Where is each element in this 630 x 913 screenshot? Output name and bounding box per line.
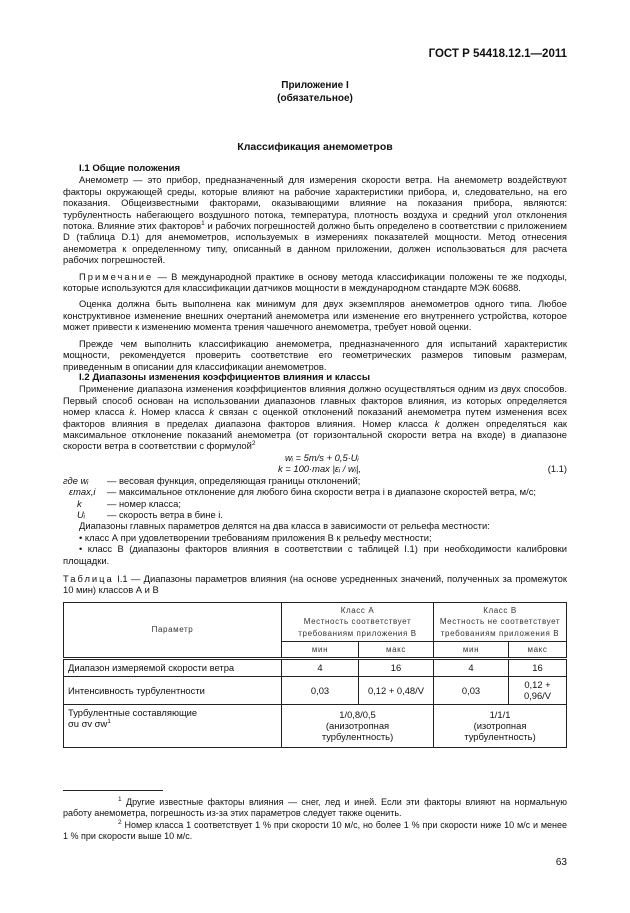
class-a-header [282,602,434,641]
page-number: 63 [555,857,567,868]
paragraph: Диапазоны главных параметров делятся на два класса в зависимости от рельефа местности: [79,520,490,532]
formula-legend [63,475,567,521]
class-a-title: Класс А [340,605,375,615]
legend-description: — максимальное отклонение для любого бина скорости ветра i в диапазоне скоростей ветра, м/с; [107,486,537,498]
parameters-table [63,602,567,748]
value-cell: 4 [434,659,509,676]
heading-general: I.1 Общие положения [79,163,181,174]
text-segment: связан с оценкой отклонений показаний анемометра путем изменения всех факторов влияния в пределах диапазона факторов влияния. Номер класса [63,406,567,429]
value-line: турбулентность) [464,731,536,743]
value-cell: 16 [509,659,567,676]
class-b-header [434,602,567,641]
legend-symbol: где wᵢ [63,474,89,486]
footnote-text: Номер класса 1 соответствует 1 % при скорости 10 м/с, но более 1 % при скорости ниже 10 м/с и менее 1 % при скорости выше 10 м/с. [63,820,567,841]
param-symbols [68,718,277,729]
table-caption-text: I.1 — Диапазоны параметров влияния (на основе усредненных значений, полученных за промежуток 10 мин) классов А и В [63,573,567,596]
text-segment: k [129,406,134,418]
formula-line-1: wᵢ = 5m/s + 0,5·Uᵢ [285,451,359,463]
formula-number: (1.1) [547,462,567,474]
footnote [63,820,567,842]
document-id: ГОСТ Р 54418.12.1—2011 [428,48,567,60]
footnote-divider [63,790,163,791]
class-a-desc: Местность соответствует [303,617,412,627]
footnote-ref: 2 [251,440,256,448]
legend-symbol: k [77,497,82,509]
footnote-number: 2 [118,819,122,826]
table-caption [63,573,567,596]
class-b-desc: Местность не соответствует [439,617,561,627]
param-cell: Интенсивность турбулентности [64,676,282,704]
paragraph [63,174,567,265]
table-label: Таблица [63,573,114,584]
subheader: мин [282,642,359,659]
value-cell: 0,03 [434,676,509,704]
legend-description: — весовая функция, определяющая границы отклонений; [107,474,361,486]
subheader: мин [434,642,509,659]
paragraph: Прежде чем выполнить классификацию анемометра, предназначенного для испытаний характеристик мощности, рекомендуется проверить соответствие его геометрических размеров типовым размерам, приведенным в описании для классификации анемометров. [63,337,567,372]
value-line: турбулентность) [321,731,394,743]
value-cell: 0,12 + 0,48/V [359,676,434,704]
paragraph [63,383,567,451]
subheader: макс [359,642,434,659]
bullet-item: • класс А при удовлетворении требованиям приложения В к рельефу местности; [79,531,432,543]
paragraph: Оценка должна быть выполнена как минимум для двух экземпляров анемометров одного типа. Любое конструктивное изменение внешних очертаний анемометра или изменение его внутреннего устройства, которое может привести к изменению момента трения чашечного анемометра, требует новой оценки. [63,298,567,333]
value-line: (изотропная [473,719,527,731]
value-cell [434,704,567,747]
sigma-symbols: σu σv σw [68,718,108,730]
table-header-row [64,602,567,641]
text-segment: должен определяться как максимальное отклонение показаний анемометра (от горизонтальной скорости ветра на входе) в диапазоне скорости ветра в соответствии с формулой [63,417,568,452]
value-cell: 0,12 + 0,96/V [509,676,567,704]
formula [63,452,567,475]
footnotes [63,797,567,843]
class-b-desc: требованиям приложения В [440,628,560,638]
appendix-title: Приложение I [281,80,349,91]
subheader: макс [509,642,567,659]
formula-line-2: k = 100·max |εᵢ / wᵢ|, [278,462,361,474]
legend-symbol: εmax,i [69,486,96,498]
legend-description: — номер класса; [107,497,181,509]
legend-description: — скорость ветра в бине i. [107,508,223,520]
table-row [64,704,567,747]
value-cell: 0,03 [282,676,359,704]
value-line: (анизотропная [325,719,390,731]
param-cell [64,704,282,747]
section-title: Классификация анемометров [237,141,393,153]
text-segment: Анемометр — это прибор, предназначенный для измерения скорости ветра. На анемометр воздействуют факторы окружающей среды, которые влияют на рабочие характеристики прибора, и, следовательно, на его показания. Общеизвестными факторами, оказывающими влияние на показания прибора, являются: турбулентность набегающего воздушного потока, температура, плотность воздуха и средний угол отклонения потока. Влияние этих факторов [63,174,567,232]
heading-ranges: I.2 Диапазоны изменения коэффициентов влияния и классы [79,371,371,383]
footnote-number: 1 [118,796,122,803]
footnote-text: Другие известные факторы влияния — снег, лед и иней. Если эти факторы влияют на нормальную работу анемометра, погрешность из-за этих параметров следует также оценить. [63,797,567,818]
value-line: 1/1/1 [489,708,511,720]
note-label: Примечание [79,270,154,282]
value-line: 1/0,8/0,5 [339,708,376,720]
class-b-title: Класс В [483,605,517,615]
text-segment: k [434,417,440,429]
footnote-ref: 1 [107,717,111,725]
value-cell [282,704,434,747]
note [63,271,567,294]
footnote [63,797,567,819]
text-segment: k [209,406,214,418]
text-segment: . Номер класса [134,406,210,418]
param-line: Турбулентные составляющие [68,706,198,718]
body-text [63,163,567,748]
text-segment: и рабочих погрешностей должно быть определено в соответствии с приложением D (таблица D.1) для анемометров, используемых в измерениях показателей мощности. Метод отнесения анемометра к определенному типу, описанный в данном приложении, должен использоваться для расчета рабочих погрешностей. [63,220,567,266]
appendix-subtitle: (обязательное) [277,93,353,104]
table-row [64,659,567,676]
value-cell: 4 [282,659,359,676]
value-cell: 16 [359,659,434,676]
text-segment: Применение диапазона изменения коэффициентов влияния должно осуществляться одним из двух способов. Первый способ основан на использовании диапазонов главных факторов влияния, из которых определяется номер класса [63,383,567,418]
param-cell: Диапазон измеряемой скорости ветра [64,659,282,676]
class-a-desc: требованиям приложения В [298,628,417,638]
param-header: Параметр [64,602,282,659]
bullet-item: • класс В (диапазоны факторов влияния в соответствии с таблицей I.1) при необходимости калибровки площадки. [63,543,567,566]
legend-symbol: Uᵢ [77,508,85,520]
table-row [64,676,567,704]
note-text: — В международной практике в основу метода классификации положены те же подходы, которые используются для классификации датчиков мощности в международном стандарте МЭК 60688. [63,270,567,294]
footnote-ref: 1 [201,219,205,227]
